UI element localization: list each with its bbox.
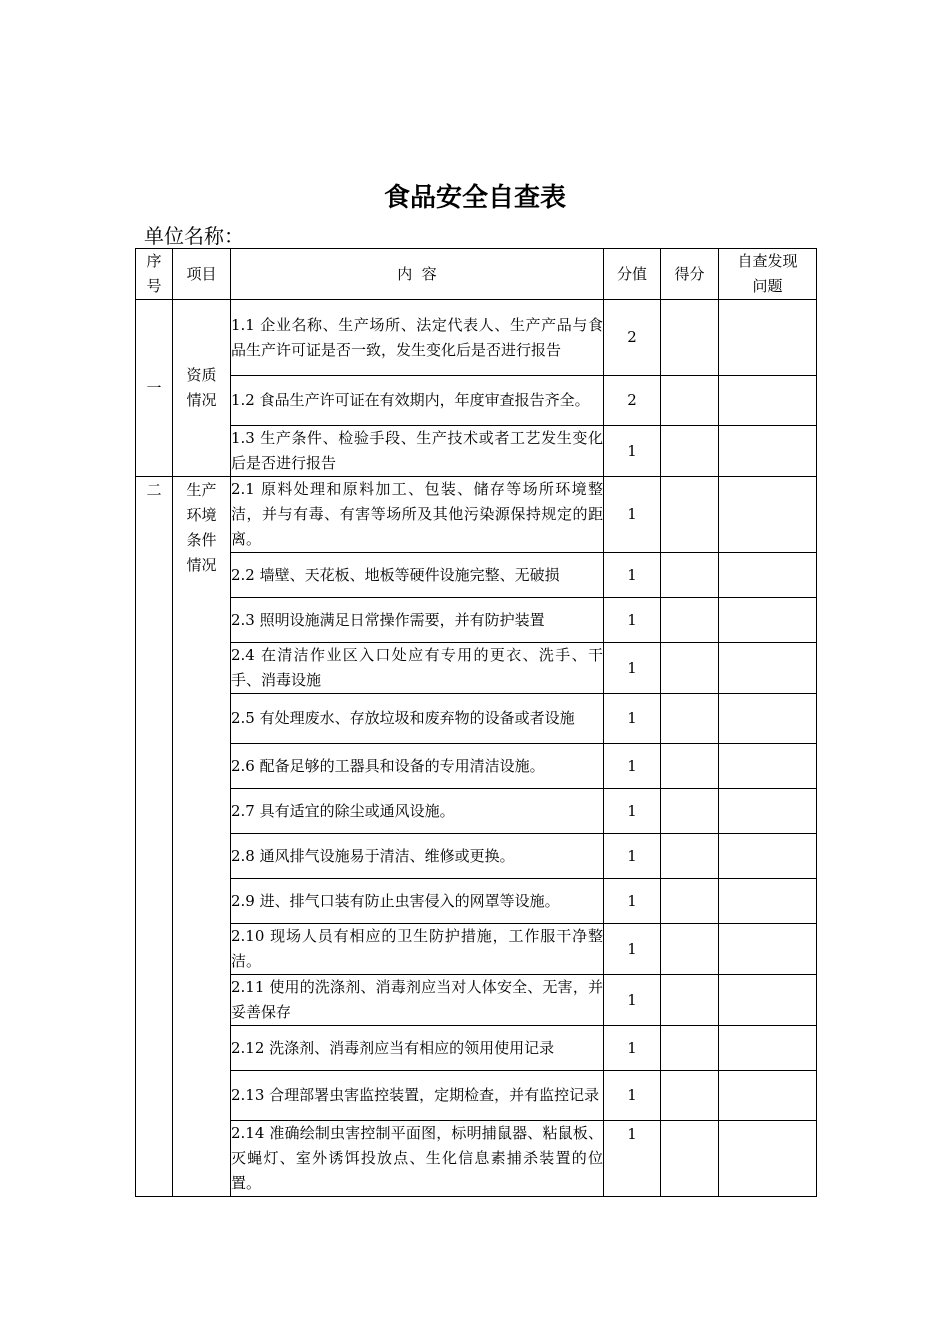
check-content: 2.6 配备足够的工器具和设备的专用清洁设施。 xyxy=(231,744,604,789)
issue-cell[interactable] xyxy=(719,477,817,553)
got-score-cell[interactable] xyxy=(661,477,719,553)
score-value: 1 xyxy=(604,694,661,744)
issue-cell[interactable] xyxy=(719,643,817,694)
section-item xyxy=(173,300,231,477)
check-content: 2.5 有处理废水、存放垃圾和废弃物的设备或者设施 xyxy=(231,694,604,744)
table-row xyxy=(136,643,817,694)
table-row xyxy=(136,744,817,789)
section-number: 二 xyxy=(136,477,173,1197)
check-content: 2.4 在清洁作业区入口处应有专用的更衣、洗手、干手、消毒设施 xyxy=(231,643,604,694)
check-content: 2.9 进、排气口装有防止虫害侵入的网罩等设施。 xyxy=(231,879,604,924)
issue-cell[interactable] xyxy=(719,924,817,975)
score-value: 1 xyxy=(604,789,661,834)
issue-cell[interactable] xyxy=(719,553,817,598)
check-content: 2.12 洗涤剂、消毒剂应当有相应的领用使用记录 xyxy=(231,1026,604,1071)
issue-cell[interactable] xyxy=(719,598,817,643)
check-content: 2.14 准确绘制虫害控制平面图，标明捕鼠器、粘鼠板、灭蝇灯、室外诱饵投放点、生化信息素捕杀装置的位置。 xyxy=(231,1121,604,1197)
got-score-cell[interactable] xyxy=(661,1026,719,1071)
score-value: 1 xyxy=(604,1121,661,1197)
issue-cell[interactable] xyxy=(719,426,817,477)
table-row xyxy=(136,477,817,553)
header-issue-line2: 问题 xyxy=(752,277,783,295)
score-value: 1 xyxy=(604,744,661,789)
got-score-cell[interactable] xyxy=(661,975,719,1026)
section-item xyxy=(173,477,231,1197)
check-content: 1.1 企业名称、生产场所、法定代表人、生产产品与食品生产许可证是否一致，发生变化后是否进行报告 xyxy=(231,300,604,376)
issue-cell[interactable] xyxy=(719,975,817,1026)
section-item-line: 资质 xyxy=(186,366,217,384)
table-row xyxy=(136,1121,817,1197)
table-row xyxy=(136,879,817,924)
check-content: 1.2 食品生产许可证在有效期内，年度审查报告齐全。 xyxy=(231,376,604,426)
self-check-table xyxy=(135,248,817,1197)
check-content: 2.7 具有适宜的除尘或通风设施。 xyxy=(231,789,604,834)
header-item: 项目 xyxy=(173,249,231,300)
table-row xyxy=(136,975,817,1026)
section-item-line: 条件 xyxy=(186,531,217,549)
section-item-line: 情况 xyxy=(186,391,217,409)
header-row xyxy=(136,249,817,300)
check-content: 2.3 照明设施满足日常操作需要，并有防护装置 xyxy=(231,598,604,643)
issue-cell[interactable] xyxy=(719,1071,817,1121)
table-row xyxy=(136,598,817,643)
got-score-cell[interactable] xyxy=(661,426,719,477)
issue-cell[interactable] xyxy=(719,789,817,834)
table-row xyxy=(136,553,817,598)
section-number: 一 xyxy=(136,300,173,477)
got-score-cell[interactable] xyxy=(661,789,719,834)
got-score-cell[interactable] xyxy=(661,834,719,879)
score-value: 1 xyxy=(604,598,661,643)
score-value: 1 xyxy=(604,924,661,975)
header-score: 分值 xyxy=(604,249,661,300)
issue-cell[interactable] xyxy=(719,1026,817,1071)
table-row xyxy=(136,426,817,477)
issue-cell[interactable] xyxy=(719,744,817,789)
header-issue-line1: 自查发现 xyxy=(737,252,798,270)
score-value: 1 xyxy=(604,553,661,598)
check-content: 2.2 墙壁、天花板、地板等硬件设施完整、无破损 xyxy=(231,553,604,598)
score-value: 1 xyxy=(604,643,661,694)
got-score-cell[interactable] xyxy=(661,598,719,643)
table-row xyxy=(136,1026,817,1071)
got-score-cell[interactable] xyxy=(661,376,719,426)
got-score-cell[interactable] xyxy=(661,300,719,376)
got-score-cell[interactable] xyxy=(661,744,719,789)
score-value: 1 xyxy=(604,426,661,477)
table-row xyxy=(136,694,817,744)
check-content: 2.11 使用的洗涤剂、消毒剂应当对人体安全、无害，并妥善保存 xyxy=(231,975,604,1026)
score-value: 1 xyxy=(604,975,661,1026)
check-content: 2.8 通风排气设施易于清洁、维修或更换。 xyxy=(231,834,604,879)
got-score-cell[interactable] xyxy=(661,553,719,598)
got-score-cell[interactable] xyxy=(661,643,719,694)
check-content: 2.13 合理部署虫害监控装置，定期检查，并有监控记录 xyxy=(231,1071,604,1121)
header-no-line2: 号 xyxy=(146,277,162,295)
score-value: 2 xyxy=(604,300,661,376)
section-item-line: 环境 xyxy=(186,506,217,524)
issue-cell[interactable] xyxy=(719,1121,817,1197)
table-row xyxy=(136,376,817,426)
got-score-cell[interactable] xyxy=(661,1071,719,1121)
table-row xyxy=(136,300,817,376)
got-score-cell[interactable] xyxy=(661,924,719,975)
table-row xyxy=(136,1071,817,1121)
table-row xyxy=(136,834,817,879)
issue-cell[interactable] xyxy=(719,879,817,924)
score-value: 1 xyxy=(604,1026,661,1071)
issue-cell[interactable] xyxy=(719,694,817,744)
header-no xyxy=(136,249,173,300)
got-score-cell[interactable] xyxy=(661,879,719,924)
document-title: 食品安全自查表 xyxy=(383,183,566,213)
table-row xyxy=(136,789,817,834)
issue-cell[interactable] xyxy=(719,376,817,426)
score-value: 1 xyxy=(604,834,661,879)
issue-cell[interactable] xyxy=(719,834,817,879)
score-value: 2 xyxy=(604,376,661,426)
table-row xyxy=(136,924,817,975)
got-score-cell[interactable] xyxy=(661,694,719,744)
got-score-cell[interactable] xyxy=(661,1121,719,1197)
score-value: 1 xyxy=(604,477,661,553)
unit-name-label: 单位名称： xyxy=(144,224,244,248)
header-issue xyxy=(719,249,817,300)
header-content: 内 容 xyxy=(231,249,604,300)
check-content: 2.1 原料处理和原料加工、包装、储存等场所环境整洁，并与有毒、有害等场所及其他污染源保持规定的距离。 xyxy=(231,477,604,553)
score-value: 1 xyxy=(604,1071,661,1121)
check-content: 1.3 生产条件、检验手段、生产技术或者工艺发生变化后是否进行报告 xyxy=(231,426,604,477)
score-value: 1 xyxy=(604,879,661,924)
section-item-line: 情况 xyxy=(186,556,217,574)
section-item-line: 生产 xyxy=(186,481,217,499)
issue-cell[interactable] xyxy=(719,300,817,376)
header-no-line1: 序 xyxy=(146,252,162,270)
check-content: 2.10 现场人员有相应的卫生防护措施，工作服干净整洁。 xyxy=(231,924,604,975)
header-got: 得分 xyxy=(661,249,719,300)
